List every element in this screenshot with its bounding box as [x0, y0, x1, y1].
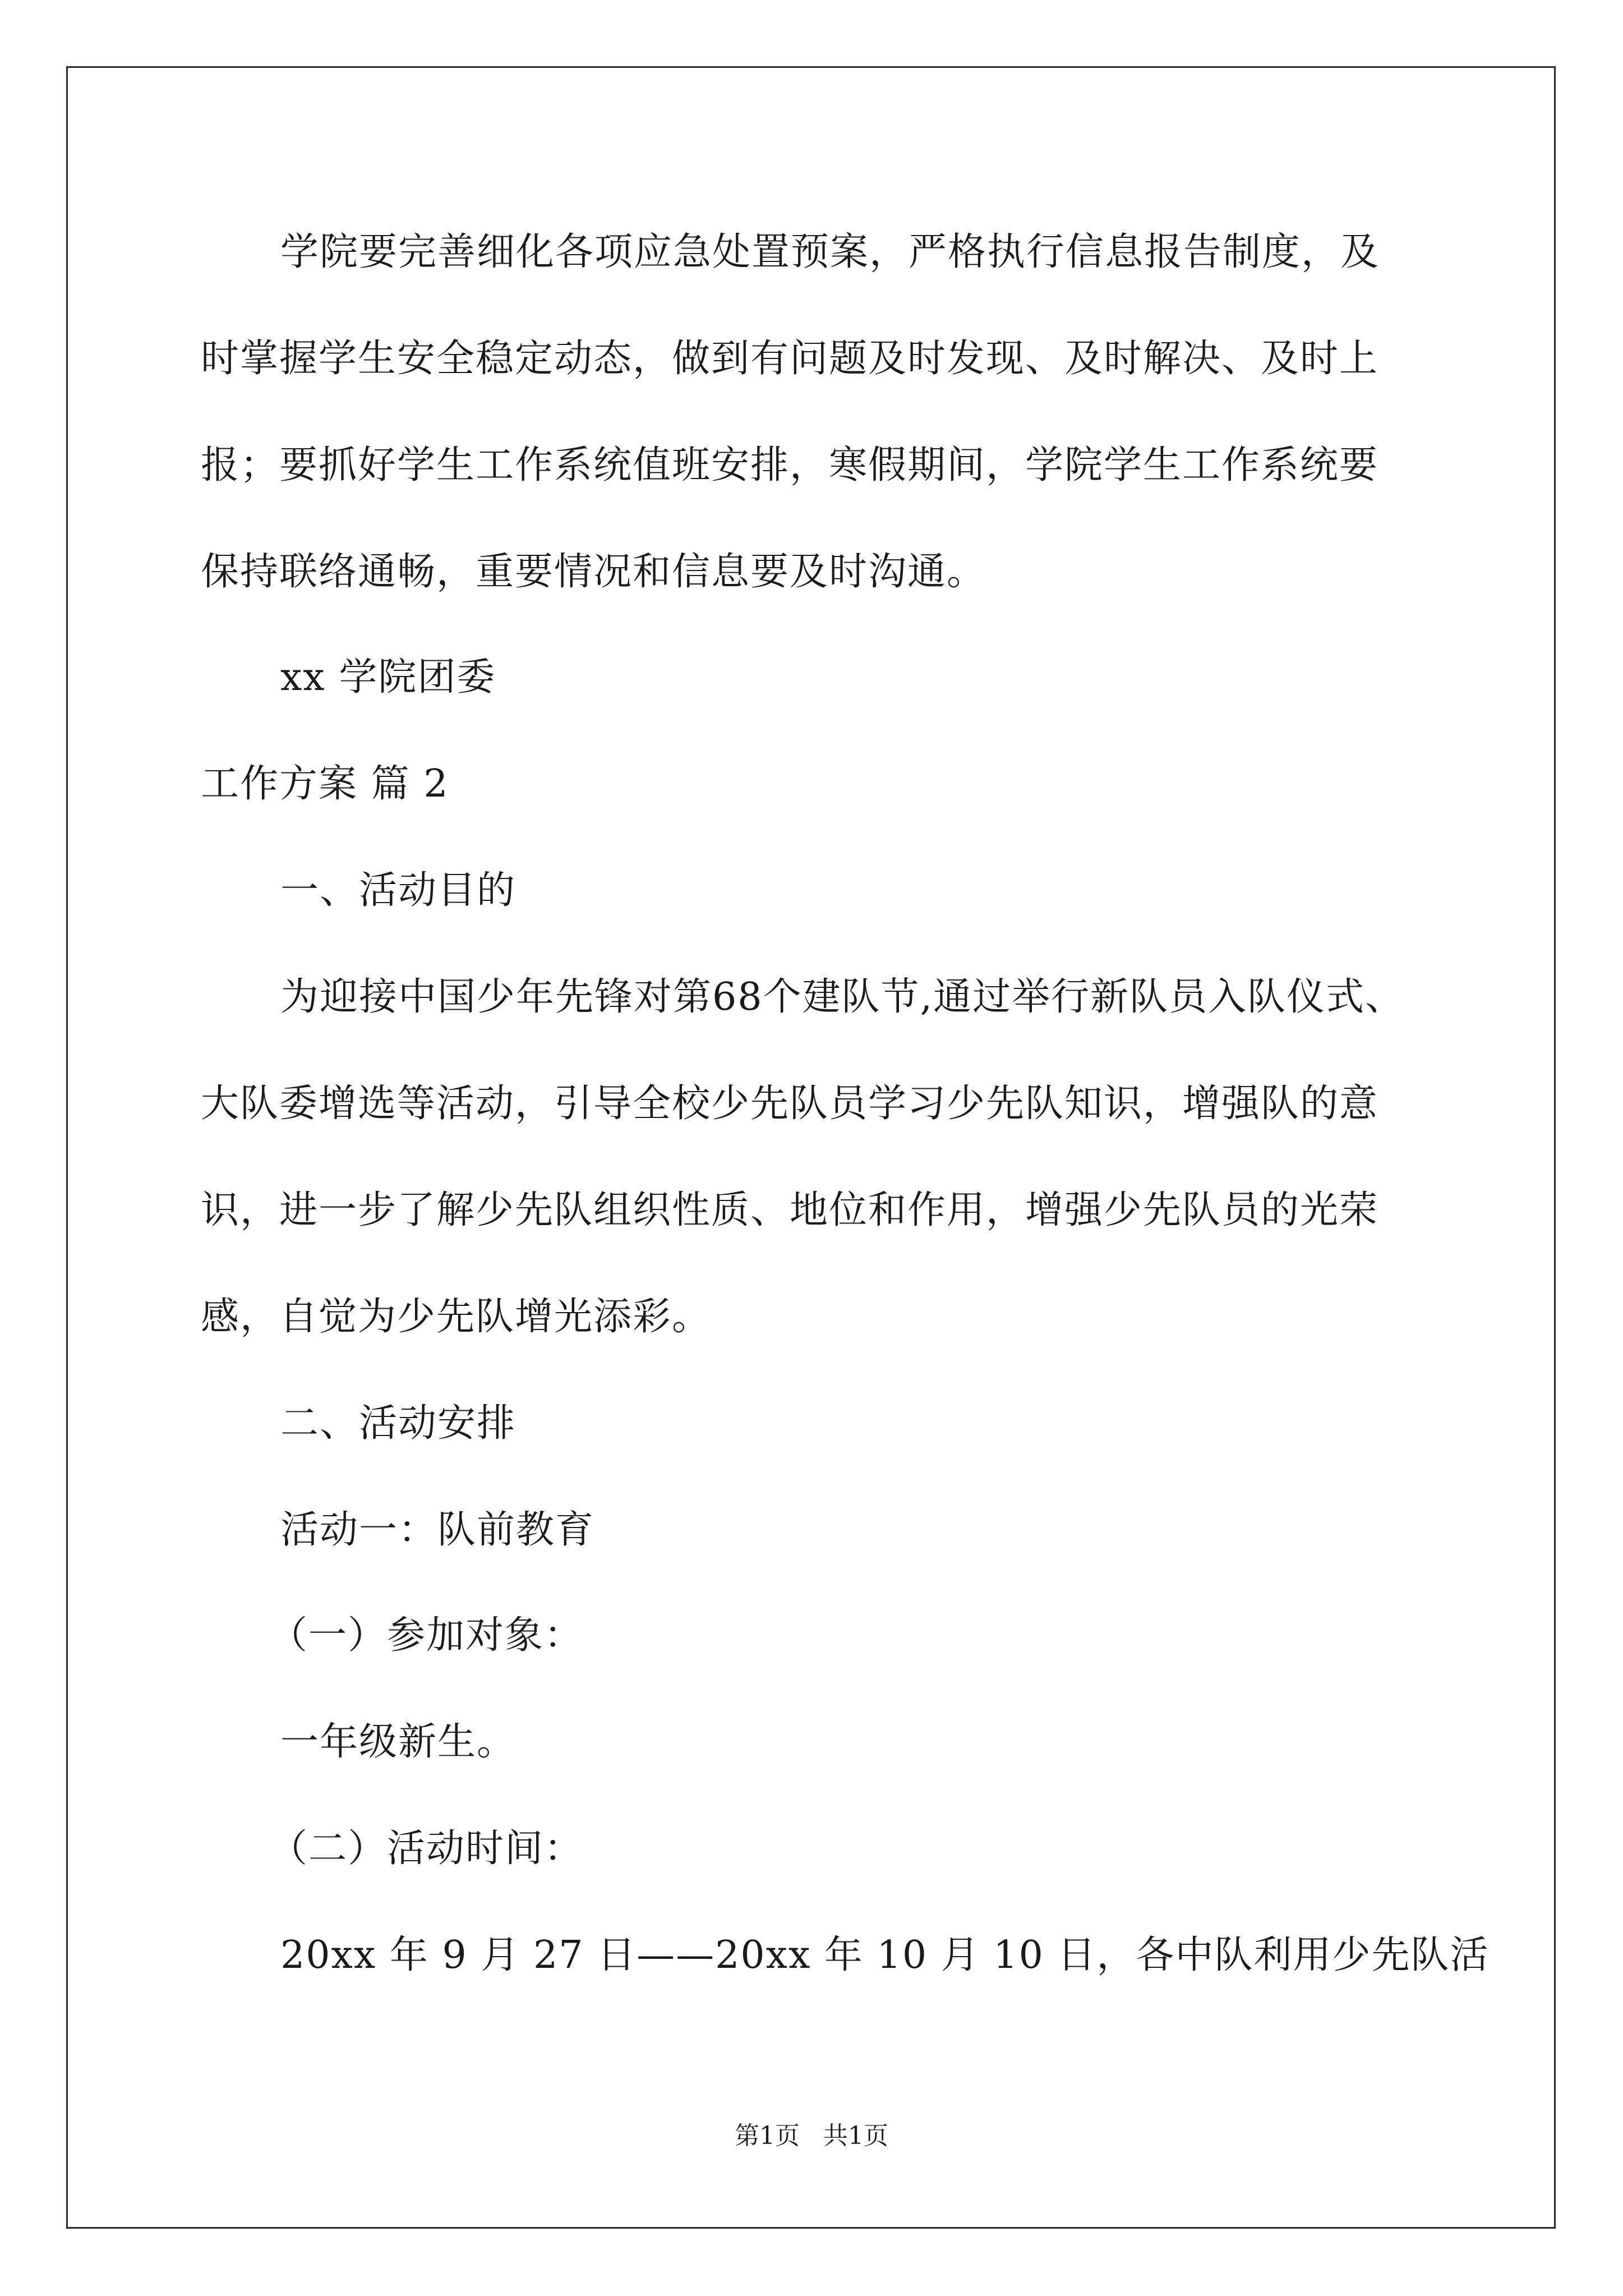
subheading: 一、活动目的 [280, 868, 517, 913]
paragraph-line: 报；要抓好学生工作系统值班安排，寒假期间，学院学生工作系统要 [201, 443, 1379, 487]
signature-line: xx 学院团委 [280, 655, 496, 700]
paragraph-line: 20xx 年 9 月 27 日——20xx 年 10 月 10 日，各中队利用少先队活 [280, 1933, 1490, 1977]
subheading: 二、活动安排 [280, 1401, 517, 1446]
paragraph-line: 保持联络通畅，重要情况和信息要及时沟通。 [201, 550, 986, 594]
paragraph-line: 感，自觉为少先队增光添彩。 [201, 1295, 712, 1339]
item-label: （一）参加对象： [269, 1613, 584, 1658]
activity-title: 活动一：队前教育 [280, 1508, 595, 1552]
paragraph-line: 识，进一步了解少先队组织性质、地位和作用，增强少先队员的光荣 [201, 1188, 1379, 1232]
paragraph-line: 为迎接中国少年先锋对第68个建队节,通过举行新队员入队仪式、 [280, 975, 1405, 1019]
paragraph-line: 大队委增选等活动，引导全校少先队员学习少先队知识，增强队的意 [201, 1082, 1379, 1126]
item-label: （二）活动时间： [269, 1826, 584, 1871]
page-border [66, 66, 1556, 2229]
paragraph-line: 学院要完善细化各项应急处置预案，严格执行信息报告制度，及 [280, 230, 1380, 274]
paragraph-line: 时掌握学生安全稳定动态，做到有问题及时发现、及时解决、及时上 [201, 337, 1379, 381]
page-number: 第1页 共1页 [735, 2122, 888, 2150]
section-heading: 工作方案 篇 2 [201, 762, 449, 806]
paragraph-line: 一年级新生。 [280, 1720, 517, 1764]
